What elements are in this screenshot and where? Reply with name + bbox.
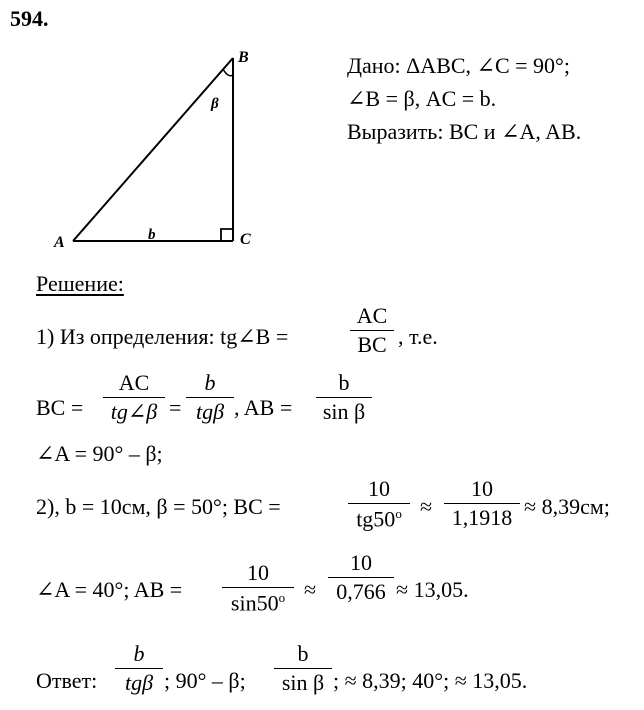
fraction-denominator: tgβ xyxy=(195,399,225,425)
angle-a-line: ∠A = 90° – β; xyxy=(36,441,163,466)
solution-heading: Решение: xyxy=(36,271,124,296)
fraction-numerator: b xyxy=(297,641,309,666)
ab-label: , AB = xyxy=(234,395,293,420)
answer-fraction-1 xyxy=(115,643,163,694)
step3-fraction-1 xyxy=(222,562,294,615)
fraction-denominator xyxy=(222,588,294,614)
fraction-numerator: 10 xyxy=(368,476,390,501)
step2-result: ≈ 8,39см; xyxy=(524,494,610,519)
step2-fraction-1 xyxy=(348,478,410,531)
side-b-label: b xyxy=(148,227,156,243)
fraction-denominator: tg∠β xyxy=(110,399,158,425)
given-line-1: Дано: ΔABC, ∠C = 90°; xyxy=(347,53,570,78)
fraction-numerator: AC xyxy=(118,370,150,395)
bc-fraction-2 xyxy=(186,372,234,423)
denominator-text: sin50 xyxy=(230,590,279,616)
denominator-text: tg50 xyxy=(356,506,396,532)
approx-sign: ≈ xyxy=(420,494,433,519)
given-line-2: ∠B = β, AC = b. xyxy=(347,86,497,111)
answer-fraction-2 xyxy=(274,643,332,694)
problem-number: 594. xyxy=(10,6,49,31)
fraction-numerator: b xyxy=(133,641,145,666)
right-angle-mark xyxy=(221,229,233,241)
step2-prefix: 2), b = 10см, β = 50°; BC = xyxy=(36,494,281,519)
step1-suffix: , т.е. xyxy=(398,324,438,349)
fraction-numerator: b xyxy=(204,370,216,395)
fraction-denominator: sin β xyxy=(281,670,325,696)
fraction-denominator: 1,1918 xyxy=(451,505,513,531)
given-line-3: Выразить: BC и ∠A, AB. xyxy=(347,119,582,144)
bc-fraction-1 xyxy=(103,372,165,423)
step1-prefix: 1) Из определения: tg∠B = xyxy=(36,324,289,349)
fraction-denominator: tgβ xyxy=(124,670,154,696)
degree-sup: o xyxy=(395,506,402,522)
side-ab xyxy=(73,58,233,241)
fraction-numerator: 10 xyxy=(247,560,269,585)
step3-result: ≈ 13,05. xyxy=(396,577,469,602)
step2-fraction-2 xyxy=(444,478,520,529)
fraction-denominator: 0,766 xyxy=(336,579,386,605)
triangle-figure xyxy=(48,48,268,258)
angle-b-label: β xyxy=(211,96,219,112)
answer-label: Ответ: xyxy=(36,668,98,693)
answer-rest: ; ≈ 8,39; 40°; ≈ 13,05. xyxy=(333,668,528,693)
answer-middle: ; 90° – β; xyxy=(164,668,246,693)
bc-label: BC = xyxy=(36,395,84,420)
step1-fraction xyxy=(350,305,394,356)
ab-fraction xyxy=(316,372,372,423)
degree-sup: o xyxy=(278,590,286,606)
fraction-numerator: b xyxy=(338,370,350,395)
fraction-numerator: 10 xyxy=(471,476,493,501)
fraction-numerator: AC xyxy=(356,303,388,328)
fraction-denominator xyxy=(348,504,410,530)
vertex-b-label: B xyxy=(238,49,249,66)
fraction-denominator: BC xyxy=(357,332,387,358)
fraction-numerator: 10 xyxy=(350,550,372,575)
equals-sign: = xyxy=(169,395,182,420)
step3-fraction-2 xyxy=(328,552,394,603)
vertex-a-label: A xyxy=(54,234,65,251)
vertex-c-label: C xyxy=(240,231,251,248)
approx-sign: ≈ xyxy=(304,577,317,602)
step3-prefix: ∠A = 40°; AB = xyxy=(36,577,183,602)
angle-b-arc xyxy=(223,69,233,76)
fraction-denominator: sin β xyxy=(322,399,366,425)
